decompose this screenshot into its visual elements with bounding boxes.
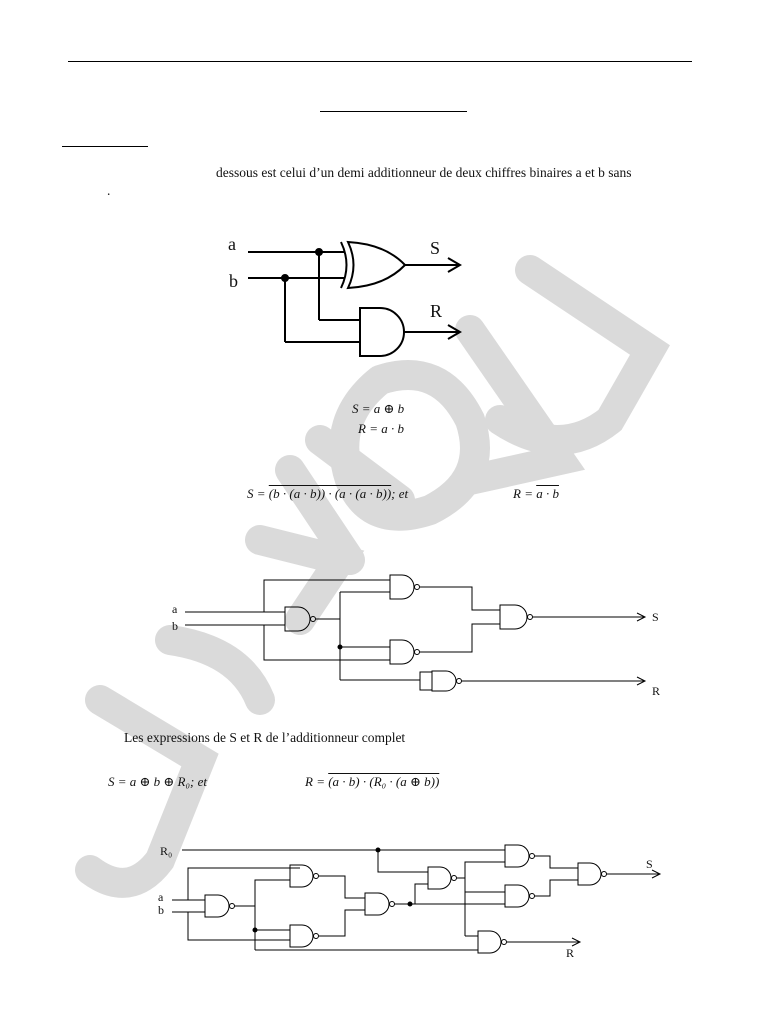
intro-text-end: . [107,183,111,198]
equation-r-nand-expr: a · b [536,486,559,501]
equation-s-xor: S = a ⊕ b [352,401,405,416]
nand-ha-input-b: b [172,619,178,633]
equation-r-nand-prefix: R = [513,486,537,501]
full-adder-s-expr: S = a ⊕ b ⊕ R₀; et [108,774,207,789]
equation-s-nand-sep: ; et [391,486,409,501]
full-adder-output-s: S [646,857,653,871]
half-adder-output-s: S [430,238,441,258]
equation-s-nand-expr: (b · (a · b)) · (a · (a · b)) [268,486,392,501]
intro-text: dessous est celui d’un demi additionneur de deux chiffres binaires a et b sans [216,165,632,180]
full-adder-heading: Les expressions de S et R de l’additionneur complet [124,730,406,745]
full-adder-output-r: R [566,946,575,960]
nand-ha-input-a: a [172,602,178,616]
half-adder-input-a: a [228,234,236,254]
full-adder-input-r0: R₀ [160,844,173,858]
full-adder-r-prefix: R = [305,774,329,789]
nand-ha-output-s: S [652,610,659,624]
half-adder-input-b: b [229,271,238,291]
full-adder-input-a: a [158,890,164,904]
full-adder-input-b: b [158,903,164,917]
equation-r-and: R = a · b [358,421,404,436]
half-adder-output-r: R [430,301,443,321]
equation-s-nand-prefix: S = [247,486,269,501]
nand-ha-output-r: R [652,684,661,698]
full-adder-r-overlined: (a · b) · (R₀ · (a ⊕ b)) [328,774,440,789]
